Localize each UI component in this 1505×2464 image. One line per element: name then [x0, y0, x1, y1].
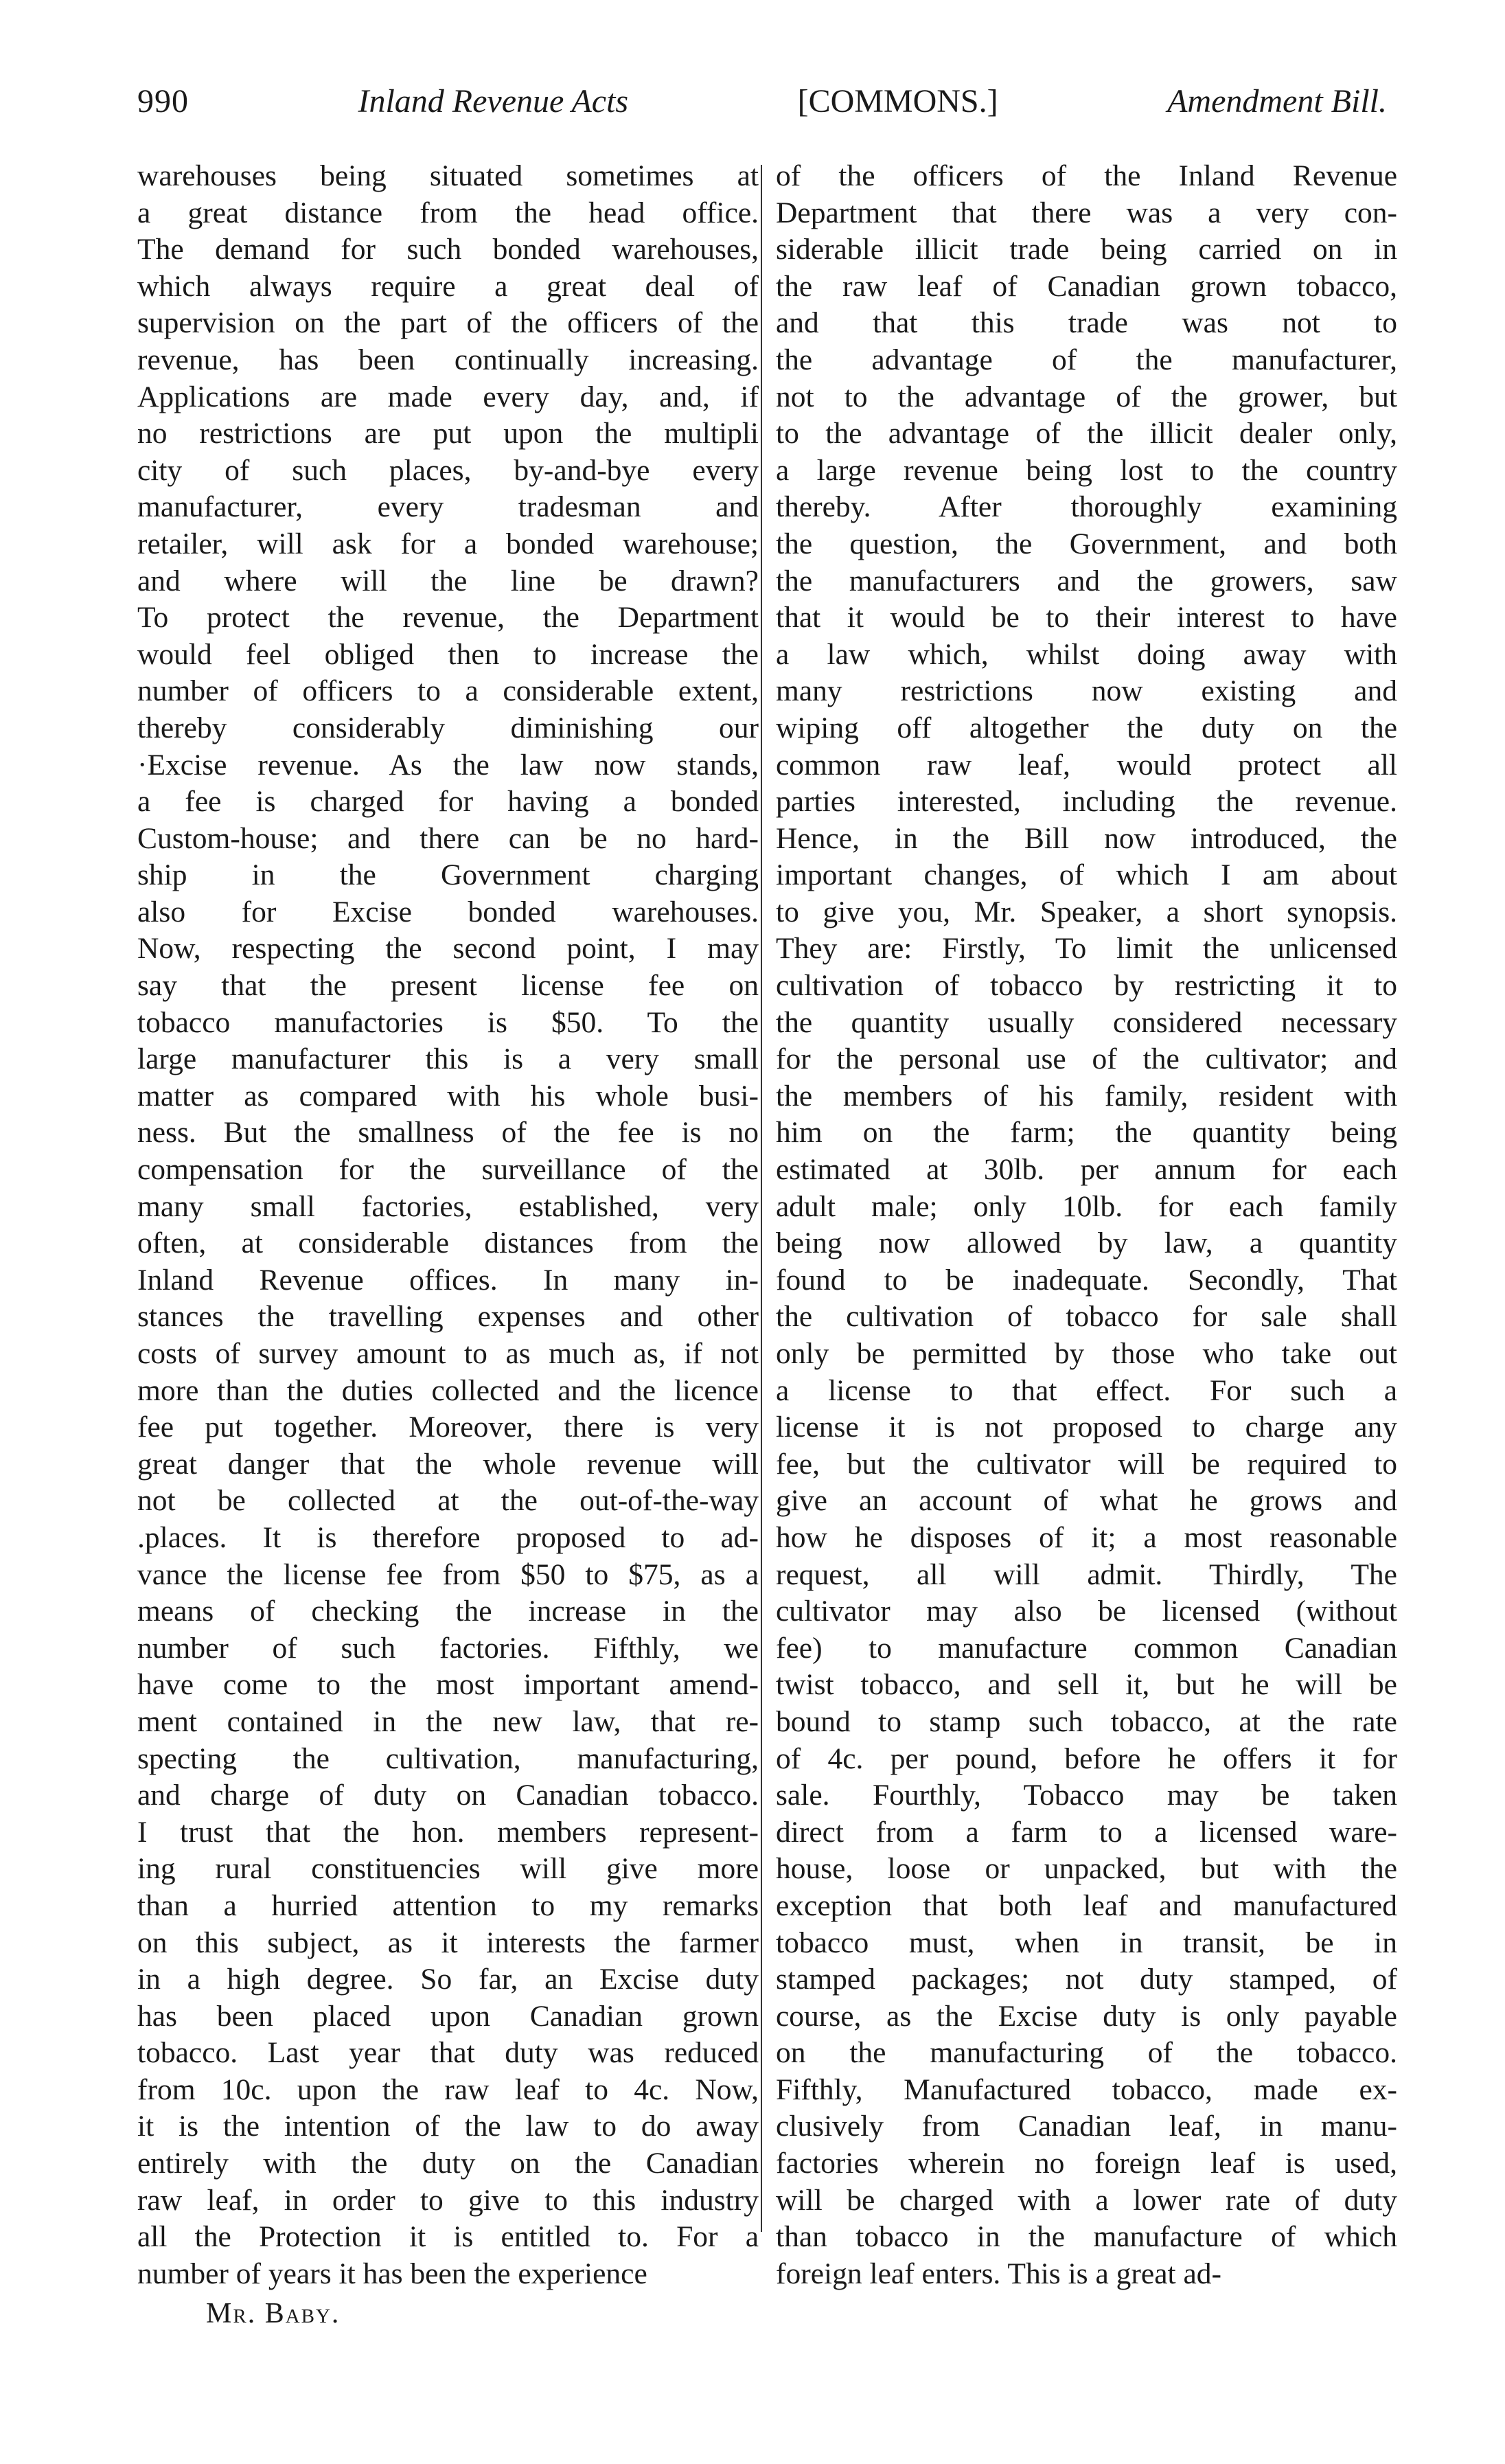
text-line: Department that there was a very con- [776, 196, 1397, 229]
text-line: a great distance from the head office. [137, 196, 759, 229]
text-line: not be collected at the out-of-the-way [137, 1484, 759, 1518]
text-line: the question, the Government, and both [776, 527, 1397, 560]
text-line: revenue, has been continually increasing. [137, 343, 759, 376]
text-line: cultivator may also be licensed (without [776, 1595, 1397, 1628]
text-line: say that the present license fee on [137, 969, 759, 1003]
text-line: only be permitted by those who take out [776, 1337, 1397, 1370]
text-line: often, at considerable distances from the [137, 1227, 759, 1260]
text-line: direct from a farm to a licensed ware- [776, 1815, 1397, 1849]
text-line: city of such places, by-and-bye every [137, 453, 759, 487]
text-line: parties interested, including the revenue. [776, 785, 1397, 819]
text-line: found to be inadequate. Secondly, That [776, 1263, 1397, 1297]
text-line: of 4c. per pound, before he offers it for [776, 1742, 1397, 1775]
header-right-title: Amendment Bill. [1167, 83, 1387, 119]
text-line: from 10c. upon the raw leaf to 4c. Now, [137, 2073, 759, 2106]
text-line: siderable illicit trade being carried on in [776, 233, 1397, 266]
text-line: ment contained in the new law, that re- [137, 1704, 759, 1738]
column-divider [761, 165, 762, 2232]
text-line: I trust that the hon. members represent- [137, 1815, 759, 1849]
text-line: foreign leaf enters. This is a great ad- [776, 2257, 1222, 2290]
text-line: tobacco. Last year that duty was reduced [137, 2036, 759, 2070]
text-line: to the advantage of the illicit dealer only, [776, 417, 1397, 450]
text-line: all the Protection it is entitled to. For a [137, 2220, 759, 2254]
text-line: of the officers of the Inland Revenue [776, 159, 1397, 192]
text-line: in a high degree. So far, an Excise duty [137, 1963, 759, 1996]
text-line: supervision on the part of the officers of the [137, 306, 759, 340]
text-line: a fee is charged for having a bonded [137, 785, 759, 819]
text-line: exception that both leaf and manufactured [776, 1889, 1397, 1922]
text-line: many small factories, established, very [137, 1189, 759, 1223]
text-line: that it would be to their interest to have [776, 601, 1397, 635]
text-line: license it is not proposed to charge any [776, 1411, 1397, 1444]
text-line: give an account of what he grows and [776, 1484, 1397, 1518]
text-line: a license to that effect. For such a [776, 1373, 1397, 1407]
text-line: ing rural constituencies will give more [137, 1852, 759, 1886]
text-line: which always require a great deal of [137, 269, 759, 303]
text-line: the raw leaf of Canadian grown tobacco, [776, 269, 1397, 303]
text-line: the quantity usually considered necessary [776, 1005, 1397, 1039]
text-line: ness. But the smallness of the fee is no [137, 1116, 759, 1150]
text-line: Hence, in the Bill now introduced, the [776, 821, 1397, 855]
text-line: sale. Fourthly, Tobacco may be taken [776, 1779, 1397, 1812]
text-line: on this subject, as it interests the farmer [137, 1926, 759, 1959]
text-line: They are: Firstly, To limit the unlicensed [776, 932, 1397, 966]
text-line: ship in the Government charging [137, 858, 759, 892]
text-line: matter as compared with his whole busi- [137, 1079, 759, 1113]
text-line: fee) to manufacture common Canadian [776, 1631, 1397, 1665]
text-line: thereby. After thoroughly examining [776, 490, 1397, 524]
text-line: the manufacturers and the growers, saw [776, 564, 1397, 597]
text-line: on the manufacturing of the tobacco. [776, 2036, 1397, 2070]
text-line: clusively from Canadian leaf, in manu- [776, 2110, 1397, 2143]
text-line: how he disposes of it; a most reasonable [776, 1520, 1397, 1554]
text-line: it is the intention of the law to do away [137, 2110, 759, 2143]
text-line: cultivation of tobacco by restricting it to [776, 969, 1397, 1003]
header-center-title: [COMMONS.] [797, 83, 998, 119]
text-line: for the personal use of the cultivator; and [776, 1042, 1397, 1076]
text-line: great danger that the whole revenue will [137, 1447, 759, 1481]
text-line: large manufacturer this is a very small [137, 1042, 759, 1076]
text-line: the members of his family, resident with [776, 1079, 1397, 1113]
text-line: manufacturer, every tradesman and [137, 490, 759, 524]
text-line: adult male; only 10lb. for each family [776, 1189, 1397, 1223]
text-line: fee, but the cultivator will be required to [776, 1447, 1397, 1481]
text-line: would feel obliged then to increase the [137, 637, 759, 671]
text-line: The demand for such bonded warehouses, [137, 233, 759, 266]
text-line: than a hurried attention to my remarks [137, 1889, 759, 1922]
text-line: number of such factories. Fifthly, we [137, 1631, 759, 1665]
text-line: the advantage of the manufacturer, [776, 343, 1397, 376]
text-line: factories wherein no foreign leaf is used, [776, 2147, 1397, 2180]
text-line: estimated at 30lb. per annum for each [776, 1153, 1397, 1187]
text-line: than tobacco in the manufacture of which [776, 2220, 1397, 2254]
text-line: costs of survey amount to as much as, if not [137, 1337, 759, 1370]
text-line: twist tobacco, and sell it, but he will be [776, 1668, 1397, 1702]
text-line: common raw leaf, would protect all [776, 748, 1397, 782]
left-column [137, 158, 759, 2292]
text-line: not to the advantage of the grower, but [776, 380, 1397, 413]
text-line: vance the license fee from $50 to $75, as a [137, 1558, 759, 1591]
text-line: being now allowed by law, a quantity [776, 1227, 1397, 1260]
text-line: have come to the most important amend- [137, 1668, 759, 1702]
text-line: a large revenue being lost to the country [776, 453, 1397, 487]
text-line: a law which, whilst doing away with [776, 637, 1397, 671]
text-line: Now, respecting the second point, I may [137, 932, 759, 966]
text-line: the cultivation of tobacco for sale shall [776, 1300, 1397, 1334]
text-line: Applications are made every day, and, if [137, 380, 759, 413]
text-line: no restrictions are put upon the multipli [137, 417, 759, 450]
text-line: .places. It is therefore proposed to ad- [137, 1520, 759, 1554]
page-number: 990 [137, 83, 189, 119]
text-line: important changes, of which I am about [776, 858, 1397, 892]
text-line: thereby considerably diminishing our [137, 711, 759, 744]
text-line: and that this trade was not to [776, 306, 1397, 340]
text-line: house, loose or unpacked, but with the [776, 1852, 1397, 1886]
text-line: specting the cultivation, manufacturing, [137, 1742, 759, 1775]
right-column [776, 158, 1397, 2292]
text-line: entirely with the duty on the Canadian [137, 2147, 759, 2180]
text-line: many restrictions now existing and [776, 674, 1397, 708]
text-line: has been placed upon Canadian grown [137, 1999, 759, 2033]
text-line: fee put together. Moreover, there is very [137, 1411, 759, 1444]
text-line: Custom-house; and there can be no hard- [137, 821, 759, 855]
text-line: stamped packages; not duty stamped, of [776, 1963, 1397, 1996]
text-line: means of checking the increase in the [137, 1595, 759, 1628]
text-line: retailer, will ask for a bonded warehouse; [137, 527, 759, 560]
text-line: more than the duties collected and the licence [137, 1373, 759, 1407]
text-line: bound to stamp such tobacco, at the rate [776, 1704, 1397, 1738]
text-line: Fifthly, Manufactured tobacco, made ex- [776, 2073, 1397, 2106]
text-line: number of years it has been the experience [137, 2257, 647, 2290]
text-line: him on the farm; the quantity being [776, 1116, 1397, 1150]
header-left-title: Inland Revenue Acts [358, 83, 629, 119]
text-line: To protect the revenue, the Department [137, 601, 759, 635]
text-line: and charge of duty on Canadian tobacco. [137, 1779, 759, 1812]
speaker-footer: Mr. Baby. [206, 2298, 341, 2329]
text-line: number of officers to a considerable extent, [137, 674, 759, 708]
text-line: wiping off altogether the duty on the [776, 711, 1397, 744]
text-line: course, as the Excise duty is only payable [776, 1999, 1397, 2033]
text-line: warehouses being situated sometimes at [137, 159, 759, 192]
text-line: Inland Revenue offices. In many in- [137, 1263, 759, 1297]
text-line: tobacco must, when in transit, be in [776, 1926, 1397, 1959]
text-line: ·Excise revenue. As the law now stands, [137, 748, 759, 782]
text-line: also for Excise bonded warehouses. [137, 895, 759, 928]
text-line: stances the travelling expenses and other [137, 1300, 759, 1334]
text-line: will be charged with a lower rate of duty [776, 2183, 1397, 2217]
text-line: request, all will admit. Thirdly, The [776, 1558, 1397, 1591]
text-line: raw leaf, in order to give to this industry [137, 2183, 759, 2217]
text-line: compensation for the surveillance of the [137, 1153, 759, 1187]
text-line: to give you, Mr. Speaker, a short synopsis. [776, 895, 1397, 928]
running-header [137, 82, 1387, 144]
text-line: tobacco manufactories is $50. To the [137, 1005, 759, 1039]
text-line: and where will the line be drawn? [137, 564, 759, 597]
